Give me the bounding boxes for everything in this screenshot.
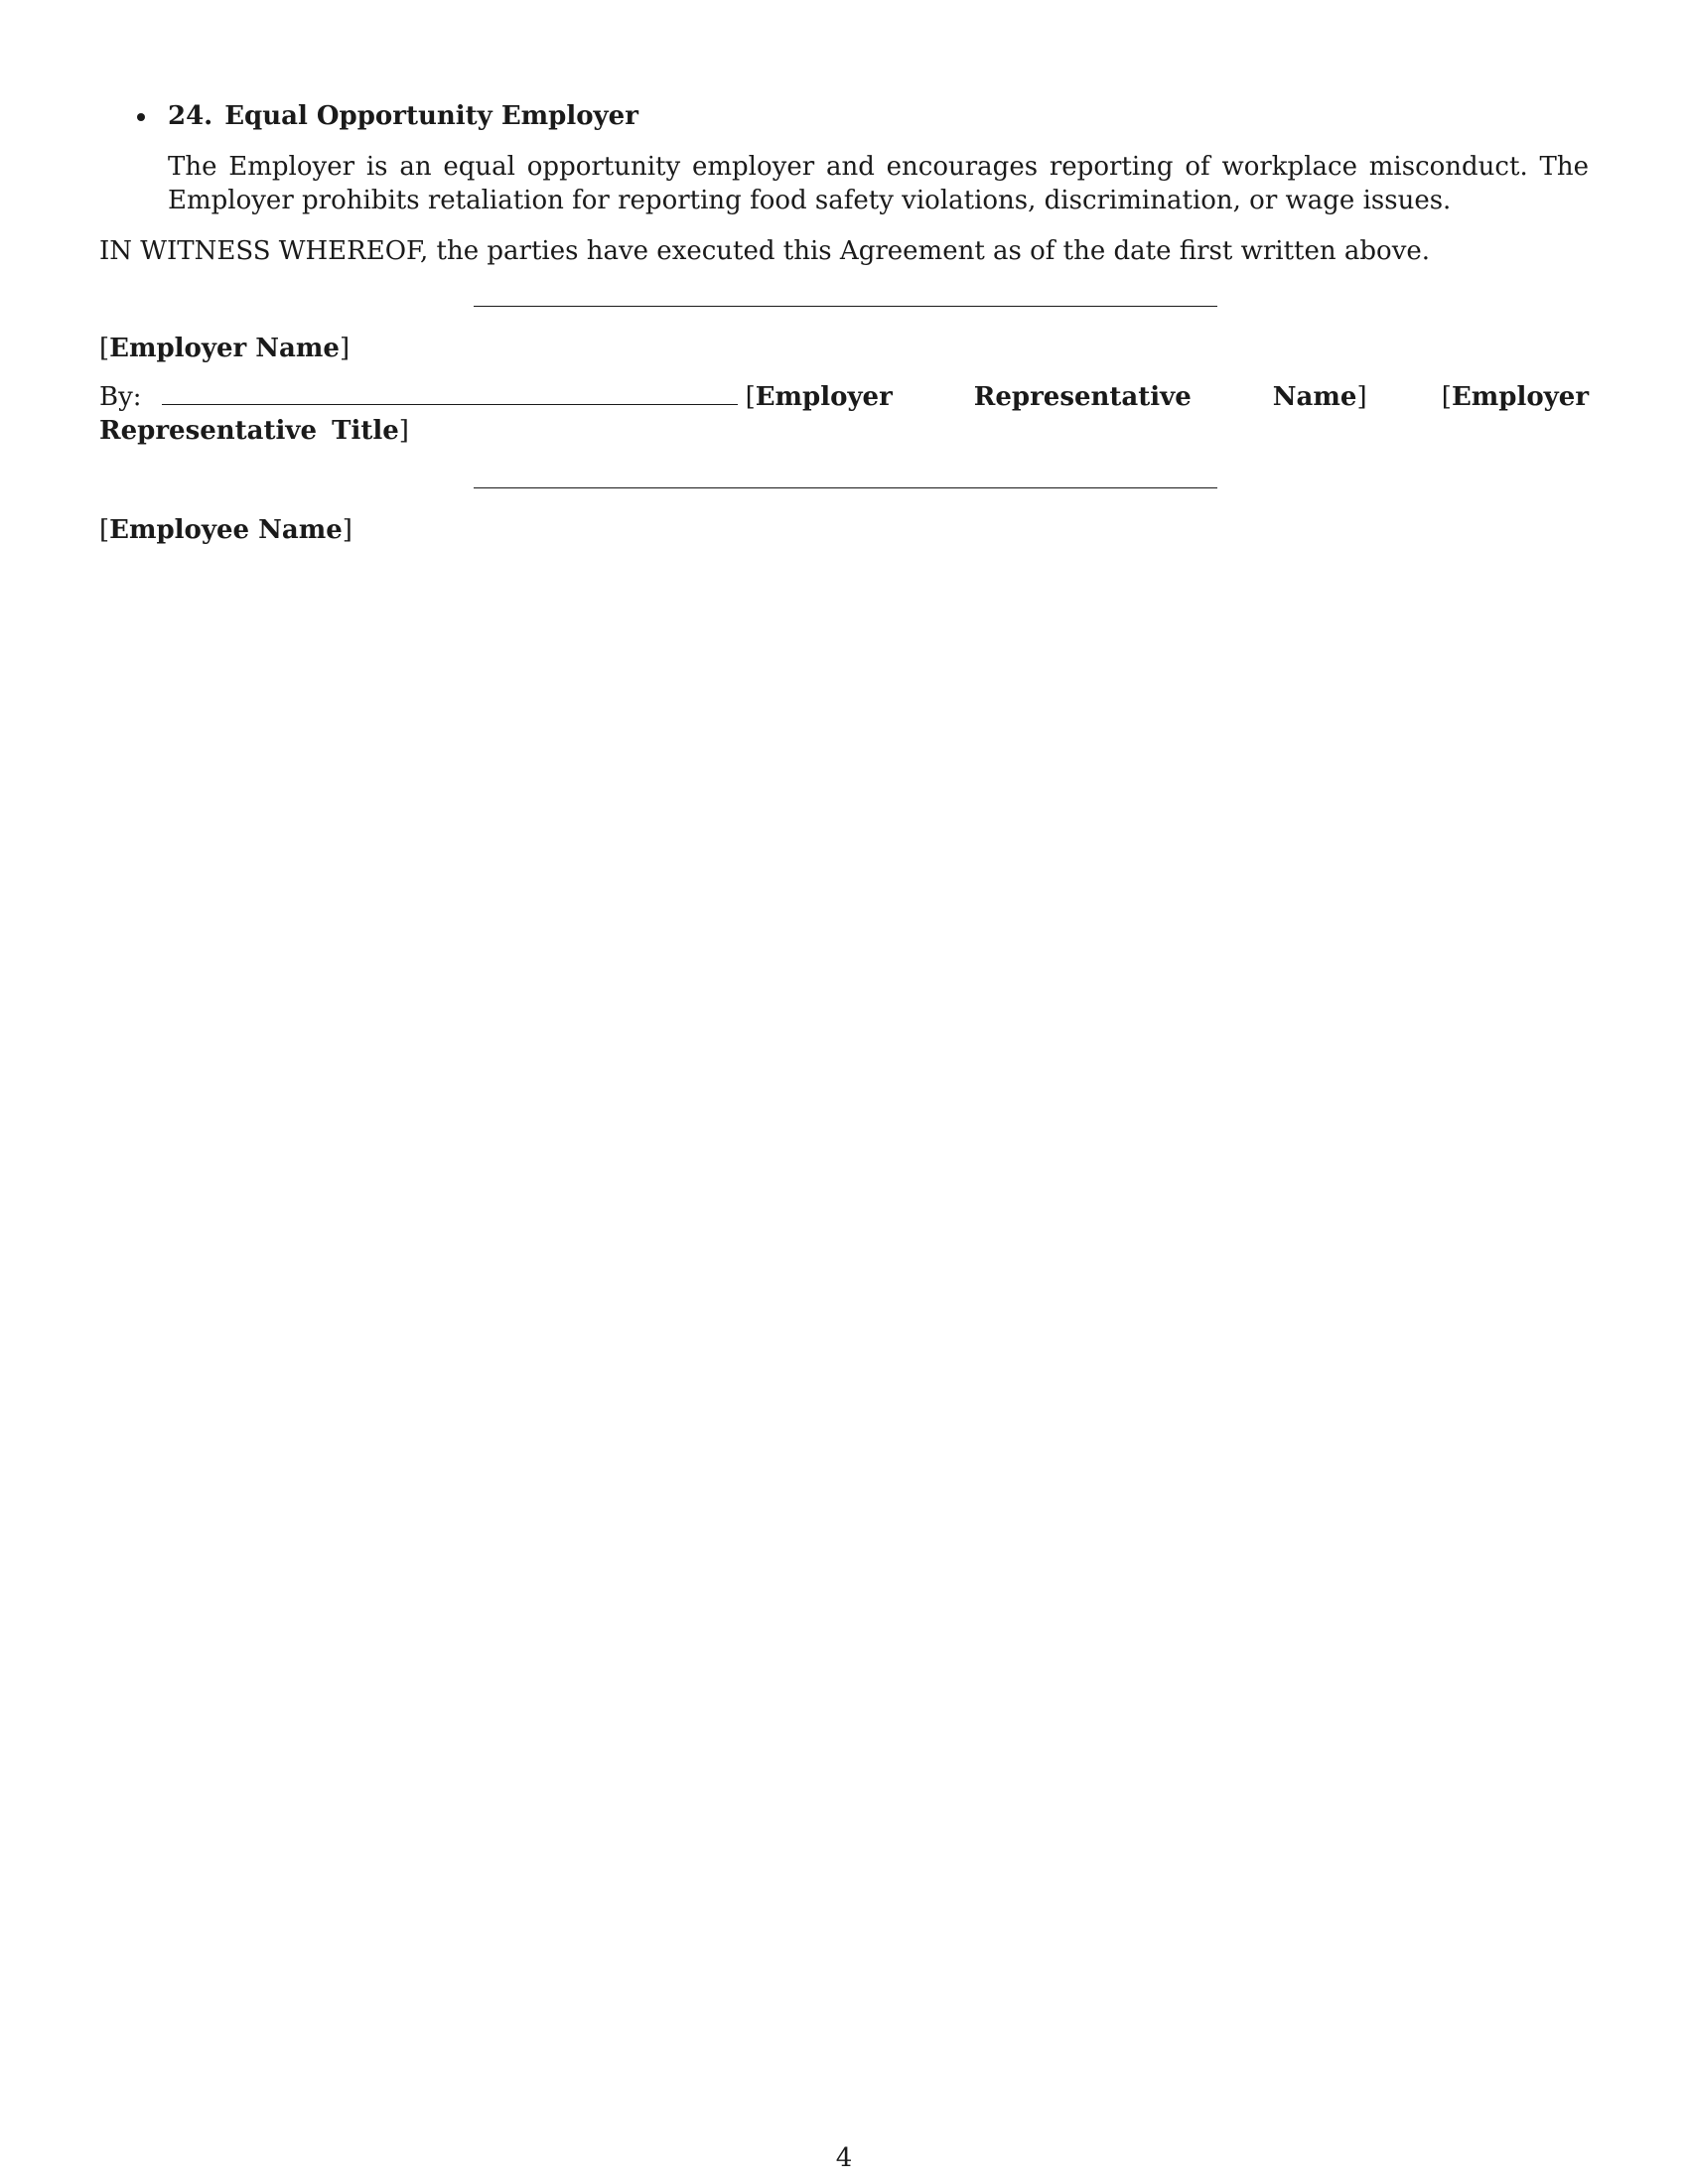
by-signature-line (162, 404, 738, 405)
section-title: Equal Opportunity Employer (224, 101, 638, 131)
employer-signature-line (474, 306, 1217, 307)
employer-name: Employer Name (109, 334, 340, 363)
section-heading (168, 99, 638, 133)
bullet-icon (137, 113, 145, 121)
employer-by-row: By: [Employer Representative Name] [Employer Representative Title] (99, 382, 1590, 446)
section-number: 24. (168, 101, 213, 131)
employee-name: Employee Name (109, 515, 343, 545)
section-body: The Employer is an equal opportunity employer and encourages reporting of workplace misconduct. The Employer prohibits retaliation for reporting food safety violations, discrimination, or wage issues. (168, 152, 1589, 215)
employee-signature-line (474, 487, 1217, 488)
employer-rep-name: Employer Representative Name (755, 382, 1357, 412)
page-number: 4 (835, 2143, 853, 2173)
employee-name-block: [Employee Name] (99, 515, 352, 545)
employer-rep-title: Employer Representative Title (99, 382, 1590, 446)
employer-name-block: [Employer Name] (99, 334, 351, 363)
witness-clause: IN WITNESS WHEREOF, the parties have executed this Agreement as of the date first written above. (99, 236, 1431, 266)
by-label: By: (99, 382, 142, 412)
